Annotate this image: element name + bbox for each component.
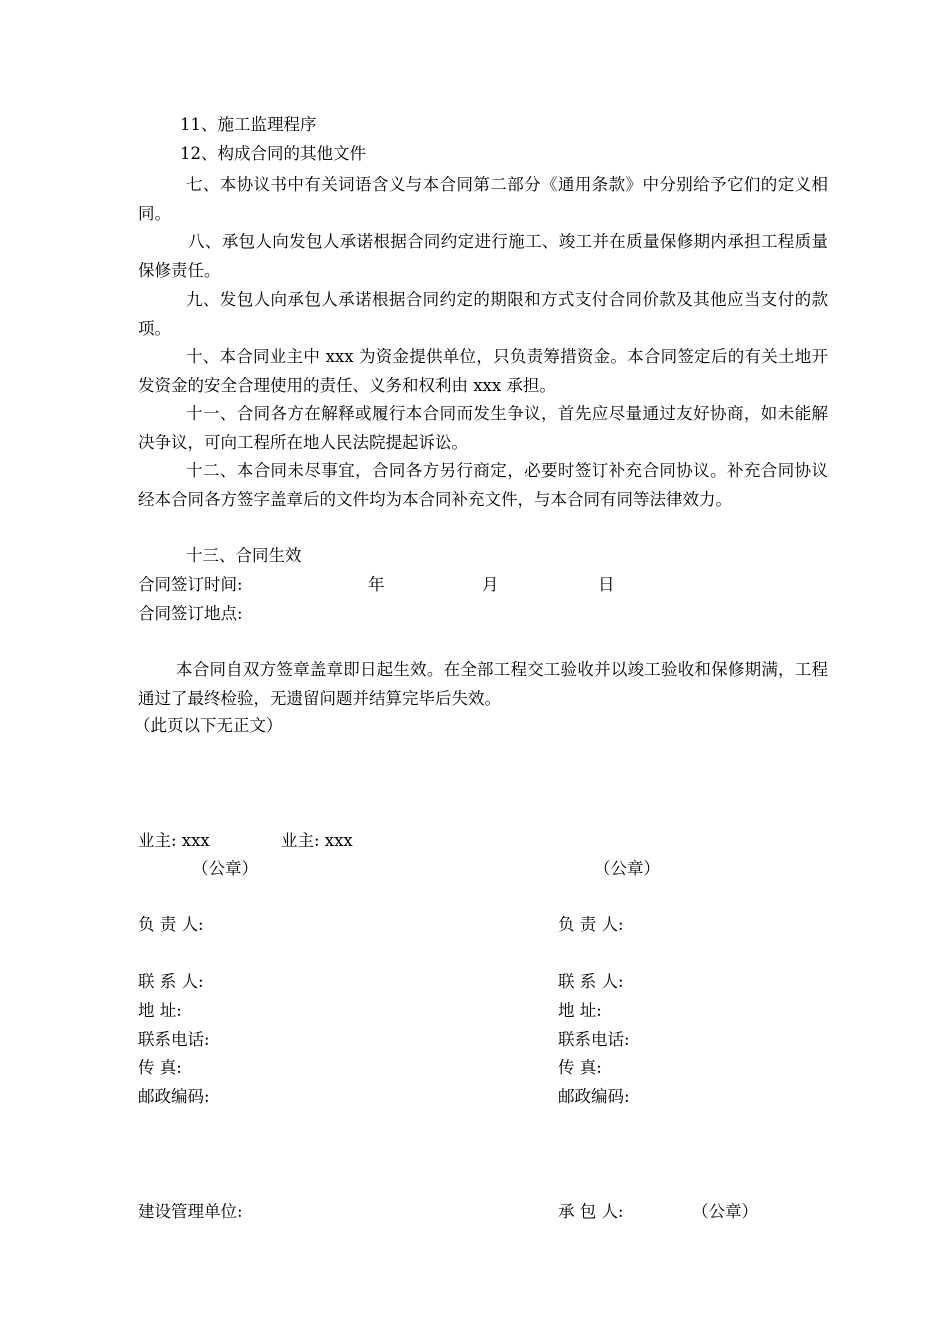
no-text-note: （此页以下无正文） (134, 716, 283, 735)
clause-8: 八、承包人向发包人承诺根据合同约定进行施工、竣工并在质量保修期内承担工程质量保修责任。 (138, 232, 828, 280)
clause-13: 十三、合同生效 (186, 546, 302, 565)
seal-left: （公章） (192, 859, 258, 878)
left-postcode-label: 邮政编码: (138, 1087, 210, 1106)
effect-text: 本合同自双方签章盖章即日起生效。在全部工程交工验收并以竣工验收和保修期满，工程通过了最终检验，无遗留问题并结算完毕后失效。 (138, 660, 828, 708)
signing-day: 日 (598, 575, 615, 594)
contractor-seal: （公章） (692, 1202, 758, 1221)
left-address-label: 地 址: (138, 1001, 182, 1020)
left-phone-label: 联系电话: (138, 1030, 210, 1049)
contractor-label: 承 包 人: (558, 1202, 624, 1221)
right-contact-label: 联 系 人: (558, 972, 624, 991)
right-postcode-label: 邮政编码: (558, 1087, 630, 1106)
clause-11: 十一、合同各方在解释或履行本合同而发生争议，首先应尽量通过友好协商，如未能解决争议，可向工程所在地人民法院提起诉讼。 (138, 404, 828, 452)
signing-place-label: 合同签订地点: (138, 604, 243, 623)
item-11: 11、施工监理程序 (180, 115, 317, 134)
construction-management-unit-label: 建设管理单位: (138, 1202, 243, 1221)
left-fax-label: 传 真: (138, 1058, 182, 1077)
right-fax-label: 传 真: (558, 1058, 602, 1077)
right-responsible-label: 负 责 人: (558, 915, 624, 934)
item-12: 12、构成合同的其他文件 (180, 144, 366, 163)
left-contact-label: 联 系 人: (138, 972, 204, 991)
signing-year: 年 (368, 575, 385, 594)
signing-time-label: 合同签订时间: (138, 575, 243, 594)
signing-month: 月 (482, 575, 499, 594)
left-responsible-label: 负 责 人: (138, 915, 204, 934)
clause-7: 七、本协议书中有关词语含义与本合同第二部分《通用条款》中分别给予它们的定义相同。 (138, 175, 828, 223)
owner-2: 业主: xxx (281, 831, 353, 850)
right-phone-label: 联系电话: (558, 1030, 630, 1049)
clause-9: 九、发包人向承包人承诺根据合同约定的期限和方式支付合同价款及其他应当支付的款项。 (138, 290, 828, 338)
owner-1: 业主: xxx (138, 831, 210, 850)
clause-10: 十、本合同业主中 xxx 为资金提供单位，只负责筹措资金。本合同签定后的有关土地开发资金的安全合理使用的责任、义务和权利由 xxx 承担。 (138, 347, 828, 395)
right-address-label: 地 址: (558, 1001, 602, 1020)
seal-right: （公章） (594, 859, 660, 878)
clause-12: 十二、本合同未尽事宜，合同各方另行商定，必要时签订补充合同协议。补充合同协议经本合同各方签字盖章后的文件均为本合同补充文件，与本合同有同等法律效力。 (138, 461, 828, 509)
